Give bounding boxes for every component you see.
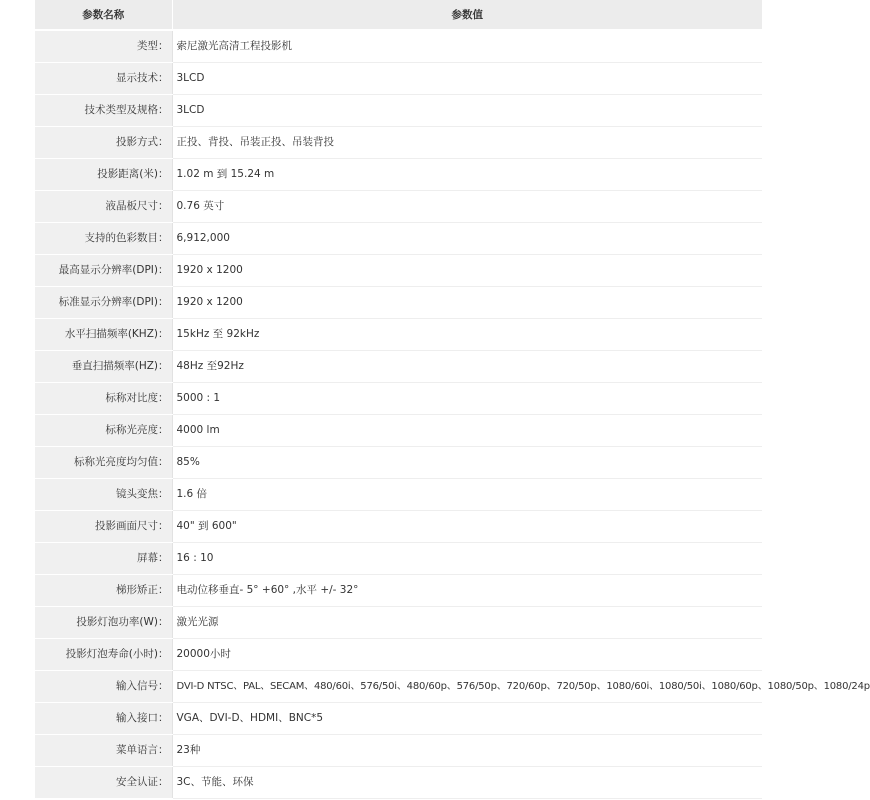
table-row <box>35 767 762 799</box>
table-row <box>35 159 762 191</box>
table-row <box>35 383 762 415</box>
param-value: 激光光源 <box>172 607 762 639</box>
table-row <box>35 351 762 383</box>
param-value: 索尼激光高清工程投影机 <box>172 30 762 63</box>
table-row <box>35 223 762 255</box>
param-name: 显示技术： <box>35 63 172 95</box>
header-param-name: 参数名称 <box>35 0 172 30</box>
param-name: 技术类型及规格： <box>35 95 172 127</box>
param-value: 1.02 m 到 15.24 m <box>172 159 762 191</box>
param-name: 最高显示分辨率(DPI)： <box>35 255 172 287</box>
param-value: DVI-D NTSC、PAL、SECAM、480/60i、576/50i、480/60p、576/50p、720/60p、720/50p、1080/60i、1080/50i、1080/60p、1080/50p、1080/24p <box>172 671 762 703</box>
param-name: 输入接口： <box>35 703 172 735</box>
param-value: VGA、DVI-D、HDMI、BNC*5 <box>172 703 762 735</box>
table-row <box>35 735 762 767</box>
param-name: 安全认证： <box>35 767 172 799</box>
table-row <box>35 30 762 63</box>
spec-table <box>35 0 870 799</box>
table-row <box>35 703 762 735</box>
table-row <box>35 575 762 607</box>
param-name: 标称对比度： <box>35 383 172 415</box>
table-row <box>35 511 762 543</box>
param-name: 屏幕： <box>35 543 172 575</box>
spec-table-body <box>35 30 870 799</box>
spec-table-header <box>35 0 762 30</box>
table-row <box>35 671 762 703</box>
param-value: 1920 x 1200 <box>172 255 762 287</box>
param-name: 液晶板尺寸： <box>35 191 172 223</box>
table-row <box>35 95 762 127</box>
param-name: 镜头变焦： <box>35 479 172 511</box>
header-param-value: 参数值 <box>172 0 762 30</box>
param-name: 输入信号： <box>35 671 172 703</box>
table-row <box>35 127 762 159</box>
param-value: 电动位移垂直- 5° +60° ,水平 +/- 32° <box>172 575 762 607</box>
table-row <box>35 607 762 639</box>
param-value: 正投、背投、吊装正投、吊装背投 <box>172 127 762 159</box>
table-row <box>35 63 762 95</box>
table-row <box>35 287 762 319</box>
param-value: 48Hz 至92Hz <box>172 351 762 383</box>
param-value: 1920 x 1200 <box>172 287 762 319</box>
param-name: 标称光亮度： <box>35 415 172 447</box>
param-value: 16 : 10 <box>172 543 762 575</box>
param-name: 支持的色彩数目： <box>35 223 172 255</box>
table-row <box>35 255 762 287</box>
param-name: 类型： <box>35 30 172 63</box>
param-name: 标称光亮度均匀值： <box>35 447 172 479</box>
param-value: 3LCD <box>172 63 762 95</box>
table-row <box>35 191 762 223</box>
param-name: 标准显示分辨率(DPI)： <box>35 287 172 319</box>
param-value: 5000 : 1 <box>172 383 762 415</box>
table-row <box>35 415 762 447</box>
param-name: 投影灯泡寿命(小时)： <box>35 639 172 671</box>
param-value: 23种 <box>172 735 762 767</box>
param-value: 85% <box>172 447 762 479</box>
param-value: 4000 lm <box>172 415 762 447</box>
param-value: 40" 到 600" <box>172 511 762 543</box>
param-name: 菜单语言： <box>35 735 172 767</box>
param-value: 1.6 倍 <box>172 479 762 511</box>
table-row <box>35 447 762 479</box>
param-name: 梯形矫正： <box>35 575 172 607</box>
param-value: 3C、节能、环保 <box>172 767 762 799</box>
param-value: 6,912,000 <box>172 223 762 255</box>
table-row <box>35 543 762 575</box>
param-name: 投影方式： <box>35 127 172 159</box>
param-name: 投影画面尺寸： <box>35 511 172 543</box>
table-row <box>35 319 762 351</box>
param-name: 垂直扫描频率(HZ)： <box>35 351 172 383</box>
table-row <box>35 479 762 511</box>
param-value: 3LCD <box>172 95 762 127</box>
param-value: 0.76 英寸 <box>172 191 762 223</box>
param-name: 水平扫描频率(KHZ)： <box>35 319 172 351</box>
param-value: 20000小时 <box>172 639 762 671</box>
param-value: 15kHz 至 92kHz <box>172 319 762 351</box>
param-name: 投影距离(米)： <box>35 159 172 191</box>
table-row <box>35 639 762 671</box>
header-row <box>35 0 762 30</box>
param-name: 投影灯泡功率(W)： <box>35 607 172 639</box>
